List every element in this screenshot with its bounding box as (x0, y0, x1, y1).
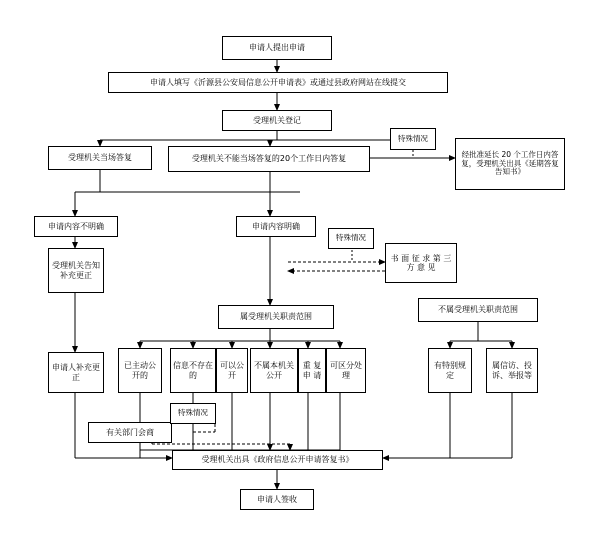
node-label: 可区分处理 (330, 361, 362, 380)
annotation-special-case-2 (328, 228, 374, 249)
node-label: 不属本机关公开 (254, 361, 294, 380)
node-label: 不属受理机关职责范围 (438, 305, 518, 315)
node-notify-supplement-correction[interactable] (48, 248, 104, 293)
node-applicant-receipt[interactable] (240, 489, 314, 510)
annotation-special-case-3 (170, 403, 216, 424)
node-label: 受理机关当场答复 (68, 153, 132, 163)
node-duplicate-application[interactable] (298, 348, 326, 393)
node-special-provision[interactable] (428, 348, 472, 393)
node-extended-reply-notice[interactable] (455, 138, 565, 190)
node-applicant-submit[interactable] (222, 36, 332, 60)
node-department-consultation[interactable] (88, 422, 172, 443)
node-can-disclose[interactable] (216, 348, 248, 393)
node-written-third-party-opinion[interactable] (385, 243, 457, 283)
node-content-clear[interactable] (236, 216, 316, 237)
node-agency-registration[interactable] (222, 110, 332, 131)
annotation-special-case-1 (390, 128, 436, 150)
node-label: 申请内容明确 (252, 221, 300, 231)
node-applicant-supplement[interactable] (48, 352, 104, 393)
node-label: 重 复 申 请 (302, 361, 322, 380)
annotation-label: 特殊情况 (398, 133, 428, 143)
node-reply-within-20-days[interactable] (168, 146, 370, 172)
node-petition-complaint-report[interactable] (486, 348, 538, 393)
node-information-not-exist[interactable] (170, 348, 216, 393)
node-label: 受理机关告知补充更正 (52, 261, 100, 280)
node-label: 属信访、投诉、举报等 (492, 361, 532, 380)
node-fill-application-form[interactable] (108, 72, 448, 93)
node-not-this-agency-disclose[interactable] (250, 348, 298, 393)
node-content-unclear[interactable] (34, 216, 118, 237)
node-label: 受理机关登记 (253, 115, 301, 125)
node-label: 有特别规定 (434, 361, 466, 380)
node-label: 申请人填写《沂源县公安局信息公开申请表》或通过县政府网站在线提交 (150, 77, 406, 87)
node-within-agency-duty[interactable] (218, 305, 334, 329)
node-label: 经批准延长 20 个工作日内答复，受理机关出具《延期答复告知书》 (461, 150, 559, 177)
node-outside-agency-duty[interactable] (418, 298, 538, 322)
node-onsite-reply[interactable] (48, 146, 152, 170)
node-issue-reply-letter[interactable] (172, 450, 383, 470)
node-label: 受理机关出具《政府信息公开申请答复书》 (201, 455, 354, 465)
node-label: 申请人签收 (257, 494, 297, 504)
node-label: 已主动公开的 (124, 361, 156, 380)
node-label: 申请人补充更正 (52, 363, 100, 382)
node-separable-handling[interactable] (326, 348, 366, 393)
node-label: 申请人提出申请 (249, 43, 305, 53)
node-label: 属受理机关职责范围 (240, 312, 312, 322)
node-label: 可以公开 (220, 361, 244, 380)
node-label: 申请内容不明确 (48, 221, 104, 231)
node-label: 受理机关不能当场答复的20个工作日内答复 (191, 154, 347, 164)
node-already-disclosed[interactable] (118, 348, 162, 393)
node-label: 有关部门会商 (106, 427, 154, 437)
annotation-label: 特殊情况 (178, 408, 208, 418)
annotation-label: 特殊情况 (336, 233, 366, 243)
node-label: 书 面 征 求 第 三 方 意 见 (390, 253, 452, 272)
node-label: 信息不存在的 (173, 361, 213, 380)
